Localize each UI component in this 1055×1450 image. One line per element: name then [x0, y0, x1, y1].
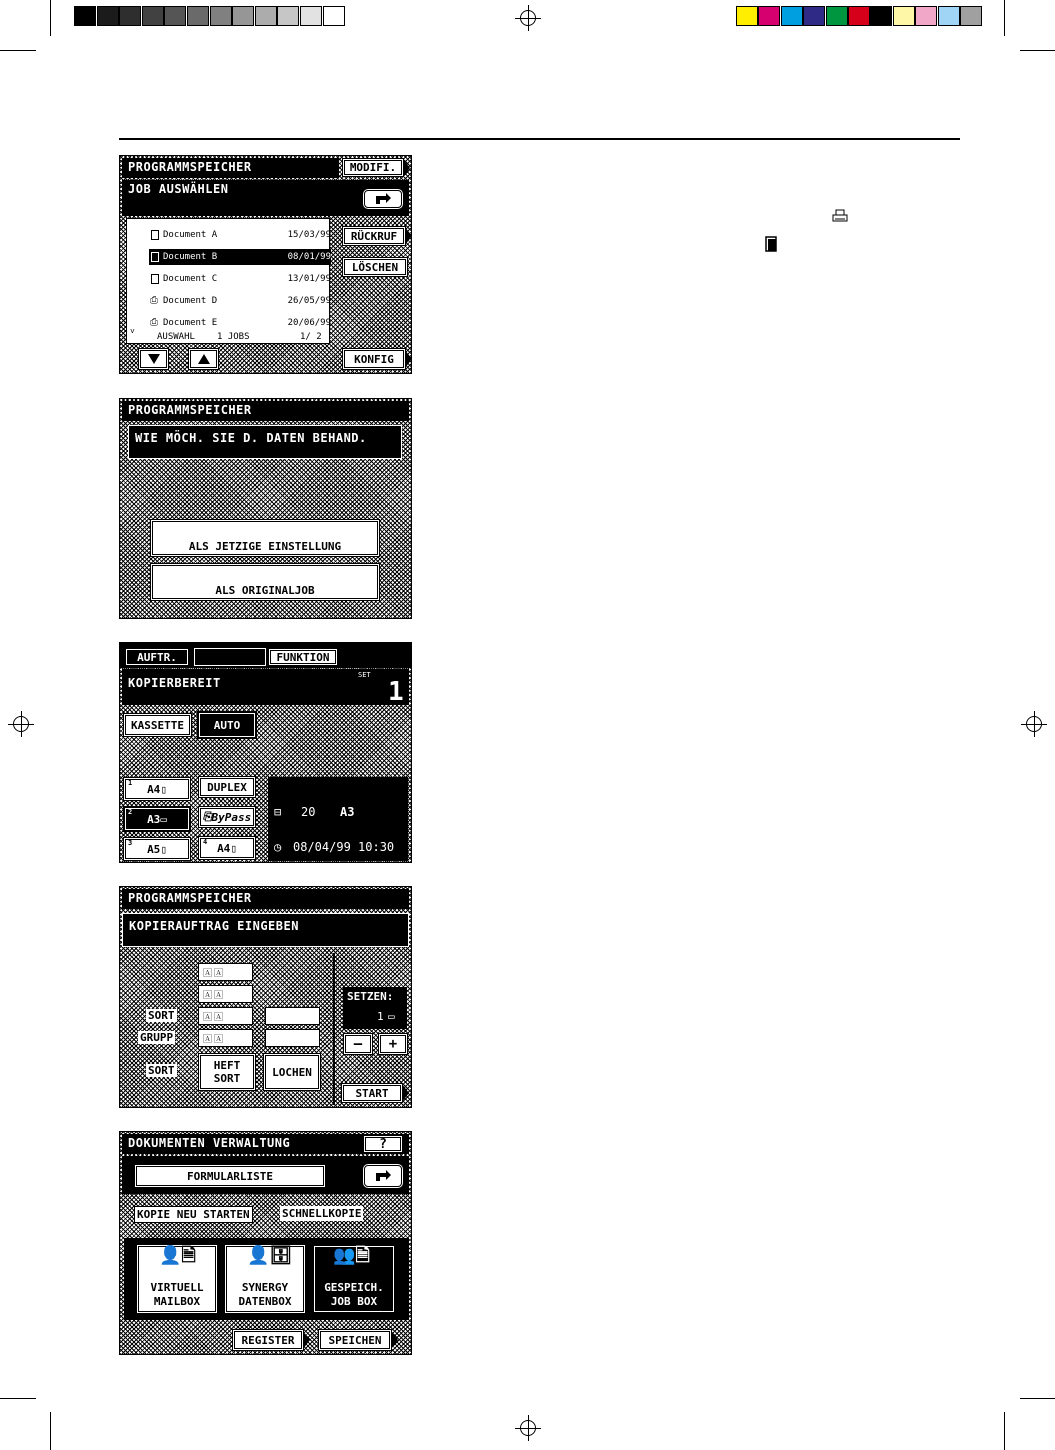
portrait-icon: ▯	[230, 841, 237, 855]
registration-mark-icon	[13, 716, 29, 732]
header-rule	[119, 138, 960, 140]
option-box	[265, 1007, 320, 1025]
portrait-icon: ▯	[160, 782, 167, 796]
sheet-icon: ▭	[388, 1010, 395, 1023]
list-item[interactable]	[149, 315, 331, 331]
triangle-down-icon	[148, 354, 160, 364]
tab-job[interactable]: AUFTR.	[124, 647, 190, 667]
job-box-icon: 👥🗎	[333, 1245, 370, 1266]
back-button[interactable]	[362, 1163, 404, 1189]
printer-icon: ⎙	[150, 317, 158, 328]
color-swatch	[870, 6, 892, 26]
job-list	[126, 218, 330, 344]
job-name: Document E	[163, 318, 218, 328]
list-item[interactable]	[149, 249, 331, 265]
info-display	[268, 777, 408, 861]
button-label: HEFT	[213, 1059, 241, 1072]
gray-swatch	[277, 6, 299, 26]
bypass-label: ByPass	[211, 810, 252, 824]
tab-empty[interactable]	[194, 648, 266, 666]
crop-mark	[0, 50, 36, 51]
color-swatch	[960, 6, 982, 26]
crop-mark	[1020, 50, 1055, 51]
minus-button[interactable]: –	[343, 1033, 373, 1055]
job-name: Document C	[163, 274, 218, 284]
status-page: 1/ 2	[300, 332, 322, 342]
gray-swatch	[74, 6, 96, 26]
cassette-button[interactable]: KASSETTE	[123, 713, 192, 737]
scroll-up-button[interactable]	[188, 348, 219, 370]
option-icon-box	[198, 1007, 253, 1025]
crop-mark	[0, 1398, 36, 1399]
tray-number: 3	[128, 839, 133, 847]
help-button[interactable]: ?	[363, 1135, 403, 1153]
job-name: Document A	[163, 230, 218, 240]
gray-swatch	[255, 6, 277, 26]
paper-tray-2[interactable]	[123, 806, 191, 832]
tab-function[interactable]: FUNKTION	[268, 648, 338, 666]
gray-swatch	[119, 6, 141, 26]
scroll-down-button[interactable]	[138, 348, 169, 370]
stored-job-box-button[interactable]	[312, 1244, 396, 1314]
color-swatch	[915, 6, 937, 26]
copy-layout-icon: 🄰🄰	[203, 1013, 226, 1023]
form-list-button[interactable]: FORMULARLISTE	[134, 1164, 326, 1188]
paper-tray-3[interactable]	[123, 837, 191, 861]
status-selection: AUSWAHL	[157, 332, 195, 342]
divider	[333, 953, 335, 1105]
synergy-databox-button[interactable]	[224, 1244, 306, 1314]
bypass-icon: ⎘	[202, 810, 212, 823]
button-label: MAILBOX	[153, 1295, 201, 1308]
job-date: 08/01/99	[287, 252, 331, 262]
tray-number: 4	[203, 838, 208, 846]
registration-mark-icon	[1026, 716, 1042, 732]
delete-button[interactable]: LÖSCHEN	[342, 257, 408, 277]
job-name: Document B	[163, 252, 218, 262]
bypass-button[interactable]	[198, 806, 256, 828]
portrait-icon: ▯	[160, 842, 167, 856]
gray-swatch	[164, 6, 186, 26]
punch-button[interactable]: LOCHEN	[263, 1053, 321, 1091]
crop-mark	[50, 1412, 51, 1450]
gray-swatch	[300, 6, 322, 26]
staple-sort-button[interactable]	[198, 1053, 256, 1091]
quick-copy-button[interactable]: SCHNELLKOPIE	[282, 1207, 362, 1220]
recall-button[interactable]: RÜCKRUF	[342, 226, 406, 246]
paper-size: A5	[147, 842, 161, 856]
gray-swatch	[210, 6, 232, 26]
job-date: 26/05/99	[287, 296, 331, 306]
crop-mark	[1020, 1398, 1055, 1399]
option-box	[265, 1029, 320, 1047]
crop-mark	[50, 0, 51, 36]
mailbox-icon: 👤🗎	[159, 1245, 196, 1266]
group-label: GRUPP	[140, 1031, 174, 1044]
landscape-icon: ▭	[160, 812, 167, 826]
current-setting-button[interactable]: ALS JETZIGE EINSTELLUNG	[150, 519, 380, 557]
job-date: 15/03/99	[287, 230, 331, 240]
panel-data-handling	[119, 398, 412, 619]
button-label: VIRTUELL	[150, 1281, 204, 1294]
option-icon-box	[198, 985, 253, 1003]
register-button[interactable]: REGISTER	[232, 1329, 304, 1351]
gray-swatch	[142, 6, 164, 26]
color-swatch	[826, 6, 848, 26]
restart-copy-button[interactable]: KOPIE NEU STARTEN	[134, 1206, 253, 1223]
panel-copy-job	[119, 886, 412, 1108]
printer-icon	[832, 208, 848, 222]
duplex-button[interactable]: DUPLEX	[198, 776, 256, 798]
config-button[interactable]: KONFIG	[342, 348, 406, 370]
registration-mark-icon	[520, 10, 536, 26]
paper-size: A4	[217, 841, 231, 855]
sets-label: SETZEN:	[347, 990, 394, 1003]
copy-layout-icon: 🄰🄰	[203, 969, 226, 979]
color-swatch	[803, 6, 825, 26]
crop-mark	[1004, 0, 1005, 36]
date-time: 08/04/99 10:30	[293, 840, 395, 854]
color-swatch	[893, 6, 915, 26]
panel-document-management	[119, 1131, 412, 1355]
paper-size: A3	[147, 812, 161, 826]
start-button[interactable]: START	[341, 1083, 403, 1103]
modify-button[interactable]: MODIFI.	[342, 158, 404, 177]
sets-display	[343, 987, 407, 1029]
panel-title: PROGRAMMSPEICHER	[122, 158, 339, 178]
save-button[interactable]: SPEICHEN	[318, 1329, 392, 1351]
job-date: 13/01/99	[287, 274, 331, 284]
gray-swatch	[323, 6, 345, 26]
tray-number: 2	[128, 808, 133, 816]
printer-icon: ⎙	[150, 295, 158, 306]
button-label: SORT	[213, 1072, 241, 1085]
paper-stack-icon: ⊟	[274, 805, 282, 819]
color-swatch	[736, 6, 758, 26]
virtual-mailbox-button[interactable]	[136, 1244, 218, 1314]
prompt-text: WIE MÖCH. SIE D. DATEN BEHAND.	[128, 425, 402, 459]
paper-tray-4[interactable]	[198, 836, 256, 860]
clock-icon: ◷	[274, 840, 282, 854]
color-swatch	[848, 6, 870, 26]
paper-size: A4	[147, 782, 161, 796]
button-label: SYNERGY	[241, 1281, 289, 1294]
set-count: 1	[388, 677, 404, 707]
color-swatch	[758, 6, 780, 26]
color-swatch	[781, 6, 803, 26]
auto-button[interactable]: AUTO	[197, 711, 257, 739]
button-label: JOB BOX	[330, 1295, 378, 1308]
document-icon	[151, 230, 159, 240]
sort-option[interactable]: SORT	[148, 1064, 175, 1077]
option-icon-box	[198, 1029, 253, 1047]
button-label: GESPEICH.	[324, 1281, 384, 1294]
subtitle: JOB AUSWÄHLEN	[122, 180, 409, 216]
set-label: SET	[358, 671, 371, 679]
copy-layout-icon: 🄰🄰	[203, 991, 226, 1001]
tray-number: 1	[128, 779, 133, 787]
gray-swatch	[232, 6, 254, 26]
original-job-button[interactable]: ALS ORIGINALJOB	[150, 563, 380, 601]
plus-button[interactable]: +	[378, 1033, 408, 1055]
button-label: DATENBOX	[238, 1295, 292, 1308]
panel-title: PROGRAMMSPEICHER	[122, 889, 409, 909]
job-date: 20/06/99	[287, 318, 331, 328]
document-icon	[151, 252, 159, 262]
document-icon	[765, 236, 777, 252]
list-item[interactable]	[149, 227, 331, 243]
paper-tray-1[interactable]	[123, 777, 191, 801]
sets-value: 1	[377, 1010, 384, 1023]
copy-count: 20	[301, 805, 316, 819]
list-item[interactable]	[149, 293, 331, 309]
triangle-up-icon	[198, 354, 210, 364]
crop-mark	[1004, 1412, 1005, 1450]
gray-swatch	[97, 6, 119, 26]
copy-layout-icon: 🄰🄰	[203, 1035, 226, 1045]
return-icon	[373, 192, 393, 206]
list-item[interactable]	[149, 271, 331, 287]
panel-title: PROGRAMMSPEICHER	[122, 401, 409, 421]
panel-copy-ready	[119, 642, 412, 863]
gray-swatch	[187, 6, 209, 26]
document-icon	[151, 274, 159, 284]
paper-size-display: A3	[340, 805, 355, 819]
panel-job-select	[119, 155, 412, 374]
list-marker: ˅	[130, 327, 135, 336]
option-icon-box	[198, 963, 253, 981]
job-name: Document D	[163, 296, 218, 306]
color-swatch	[938, 6, 960, 26]
prompt-text: KOPIERAUFTRAG EINGEBEN	[122, 913, 409, 947]
status-jobs: 1 JOBS	[217, 332, 250, 342]
databox-icon: 👤🗄	[247, 1245, 293, 1266]
back-button[interactable]	[362, 188, 404, 210]
sort-label: SORT	[148, 1009, 175, 1022]
return-icon	[373, 1169, 393, 1183]
status-bar: KOPIERBEREIT	[122, 669, 409, 705]
panel-title: DOKUMENTEN VERWALTUNG	[122, 1134, 409, 1154]
registration-mark-icon	[520, 1420, 536, 1436]
